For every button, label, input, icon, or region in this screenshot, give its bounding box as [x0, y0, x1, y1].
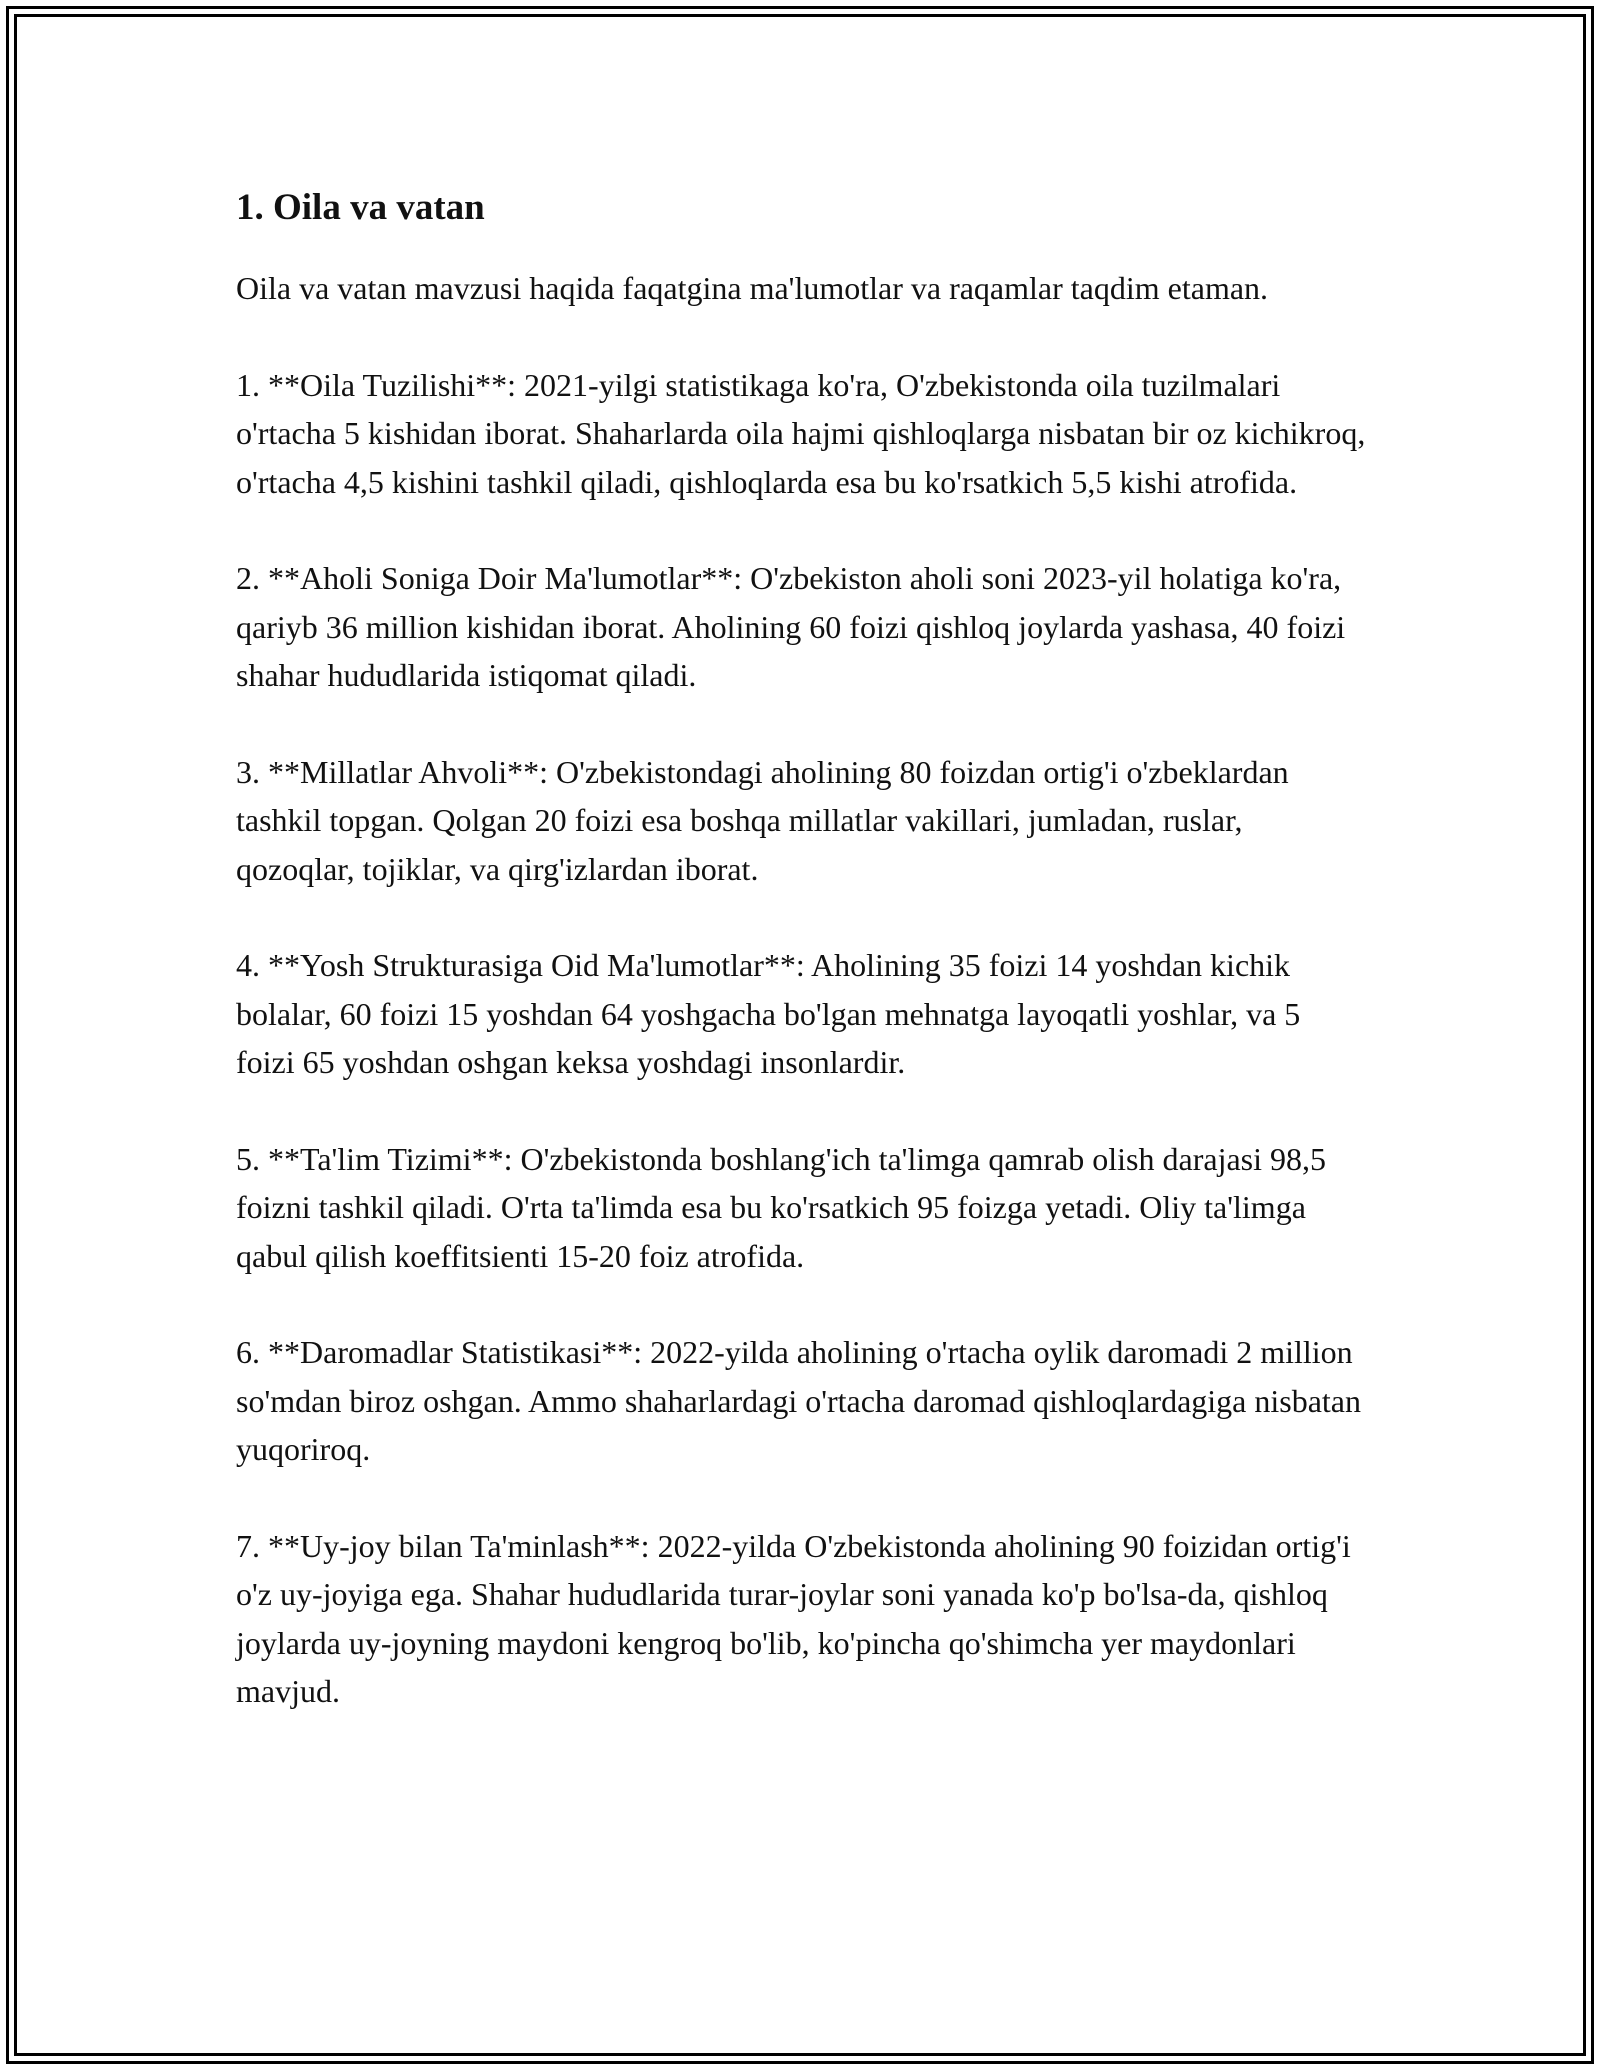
list-item-population: 2. **Aholi Soniga Doir Ma'lumotlar**: O'zbekiston aholi soni 2023-yil holatiga ko'ra, qariyb 36 million kishidan iborat. Aholining 60 foizi qishloq joylarda yashasa, 40 foizi shahar hududlarida istiqomat qiladi. [236, 560, 1346, 694]
intro-paragraph: Oila va vatan mavzusi haqida faqatgina ma'lumotlar va raqamlar taqdim etaman. [236, 270, 1269, 307]
list-item-housing: 7. **Uy-joy bilan Ta'minlash**: 2022-yilda O'zbekistonda aholining 90 foizidan ortig'i o'z uy-joyiga ega. Shahar hududlarida turar-joylar soni yanada ko'p bo'lsa-da, qishloq joylarda uy-joyning maydoni kengroq bo'lib, ko'pincha qo'shimcha yer maydonlari mavjud. [236, 1527, 1351, 1710]
list-item-education: 5. **Ta'lim Tizimi**: O'zbekistonda boshlang'ich ta'limga qamrab olish darajasi 98,5 foizni tashkil qiladi. O'rta ta'limda esa bu ko'rsatkich 95 foizga yetadi. Oliy ta'limga qabul qilish koeffitsienti 15-20 foiz atrofida. [236, 1140, 1326, 1274]
list-item-family-structure: 1. **Oila Tuzilishi**: 2021-yilgi statistikaga ko'ra, O'zbekistonda oila tuzilmalari o'rtacha 5 kishidan iborat. Shaharlarda oila hajmi qishloqlarga nisbatan bir oz kichikroq, o'rtacha 4,5 kishini tashkil qiladi, qishloqlarda esa bu ko'rsatkich 5,5 kishi atrofida. [236, 366, 1366, 500]
list-item-nationalities: 3. **Millatlar Ahvoli**: O'zbekistondagi aholining 80 foizdan ortig'i o'zbeklardan tashkil topgan. Qolgan 20 foizi esa boshqa millatlar vakillari, jumladan, ruslar, qozoqlar, tojiklar, va qirg'izlardan iborat. [236, 753, 1289, 887]
list-item-age-structure: 4. **Yosh Strukturasiga Oid Ma'lumotlar**: Aholining 35 foizi 14 yoshdan kichik bolalar, 60 foizi 15 yoshdan 64 yoshgacha bo'lgan mehnatga layoqatli yoshlar, va 5 foizi 65 yoshdan oshgan keksa yoshdagi insonlardir. [236, 947, 1301, 1081]
list-item-income: 6. **Daromadlar Statistikasi**: 2022-yilda aholining o'rtacha oylik daromadi 2 million so'mdan biroz oshgan. Ammo shaharlardagi o'rtacha daromad qishloqlardagiga nisbatan yuqoriroq. [236, 1334, 1361, 1468]
document-body [236, 186, 1366, 1764]
page-title: 1. Oila va vatan [236, 187, 485, 228]
